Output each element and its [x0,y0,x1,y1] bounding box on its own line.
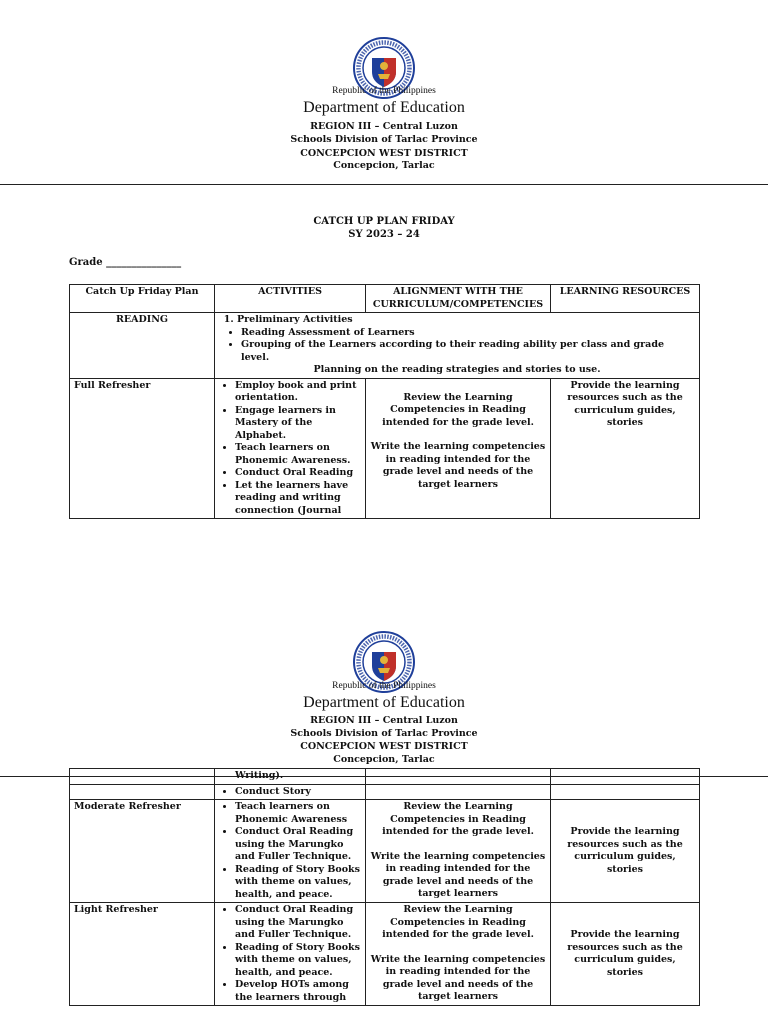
alignment-cell [366,903,551,1006]
list-item: • Conduct Oral Reading [235,467,361,480]
district-text: CONCEPCION WEST DISTRICT [300,741,468,752]
list-item: • Reading of Story Books with theme on values, health, and peace. [235,864,361,902]
col-header: ALIGNMENT WITH THE CURRICULUM/COMPETENCIES [366,285,551,313]
alignment-cell [366,378,551,519]
list-item: • Reading of Story Books with theme on values, health, and peace. [235,942,361,980]
table-row [70,378,700,519]
row-label: Moderate Refresher [70,800,215,903]
list-item: • Employ book and print orientation. [235,380,361,405]
resources-cell: Provide the learning resources such as the curriculum guides, stories [551,903,700,1006]
plan-title: CATCH UP PLAN FRIDAY [313,216,455,227]
republic-text: Republic of the Philippines [332,681,436,691]
grade-field: Grade _______________ [69,257,182,268]
list-item: • Conduct Oral Reading using the Marungko and Fuller Technique. [235,826,361,864]
department-title: Department of Education [303,99,465,116]
activities-cell [215,800,366,903]
table-row [70,784,700,800]
list-item: • Conduct Story [235,786,361,799]
republic-text: Republic of the Philippines [332,86,436,96]
list-item: • Let the learners have reading and writing connection (Journal [235,480,361,518]
division-text: Schools Division of Tarlac Province [290,728,478,739]
plan-table-1 [69,284,700,519]
table-row [70,313,700,379]
alignment-cell [366,800,551,903]
activities-cell [215,769,366,785]
activities-cell [215,378,366,519]
division-text: Schools Division of Tarlac Province [290,134,478,145]
resources-cell: Provide the learning resources such as the curriculum guides, stories [551,378,700,519]
alignment-text: Write the learning competencies in reading intended for the grade level and needs of the target learners [370,441,546,490]
alignment-text: Review the Learning Competencies in Reading intended for the grade level. [382,801,534,837]
continued-text: Writing). [235,770,284,781]
row-label: READING [70,313,215,379]
reading-note: Planning on the reading strategies and stories to use. [313,364,601,375]
list-item: • Conduct Oral Reading using the Marungko and Fuller Technique. [235,904,361,942]
list-item: • Teach learners on Phonemic Awareness. [235,442,361,467]
list-item: • Reading Assessment of Learners [241,327,695,340]
activities-cell [215,903,366,1006]
alignment-text: Write the learning competencies in reading intended for the grade level and needs of the target learners [370,953,546,1002]
region-text: REGION III – Central Luzon [310,715,458,726]
table-row [70,903,700,1006]
list-item: • Teach learners on Phonemic Awareness [235,801,361,826]
alignment-text: Review the Learning Competencies in Reading intended for the grade level. [382,904,534,940]
activities-cell [215,784,366,800]
table-header-row [70,285,700,313]
department-title: Department of Education [303,694,465,711]
row-label: Full Refresher [70,378,215,519]
col-header: LEARNING RESOURCES [551,285,700,313]
table-row [70,800,700,903]
list-item: 1. Preliminary Activities [237,314,695,327]
list-item: • Grouping of the Learners according to their reading ability per class and grade level. [241,339,695,364]
list-item: • Develop HOTs among the learners through [235,979,361,1004]
location-text: Concepcion, Tarlac [333,160,435,171]
reading-activities [215,313,700,379]
plan-table-2 [69,768,700,1006]
header-divider [0,184,768,185]
list-item: • Engage learners in Mastery of the Alphabet. [235,405,361,443]
region-text: REGION III – Central Luzon [310,121,458,132]
school-year: SY 2023 – 24 [348,229,420,240]
alignment-text: Review the Learning Competencies in Reading intended for the grade level. [382,391,534,428]
location-text: Concepcion, Tarlac [333,754,435,765]
district-text: CONCEPCION WEST DISTRICT [300,148,468,159]
table-row [70,769,700,785]
resources-cell: Provide the learning resources such as the curriculum guides, stories [551,800,700,903]
alignment-text: Write the learning competencies in reading intended for the grade level and needs of the target learners [370,850,546,899]
col-header: Catch Up Friday Plan [70,285,215,313]
col-header: ACTIVITIES [215,285,366,313]
row-label: Light Refresher [70,903,215,1006]
